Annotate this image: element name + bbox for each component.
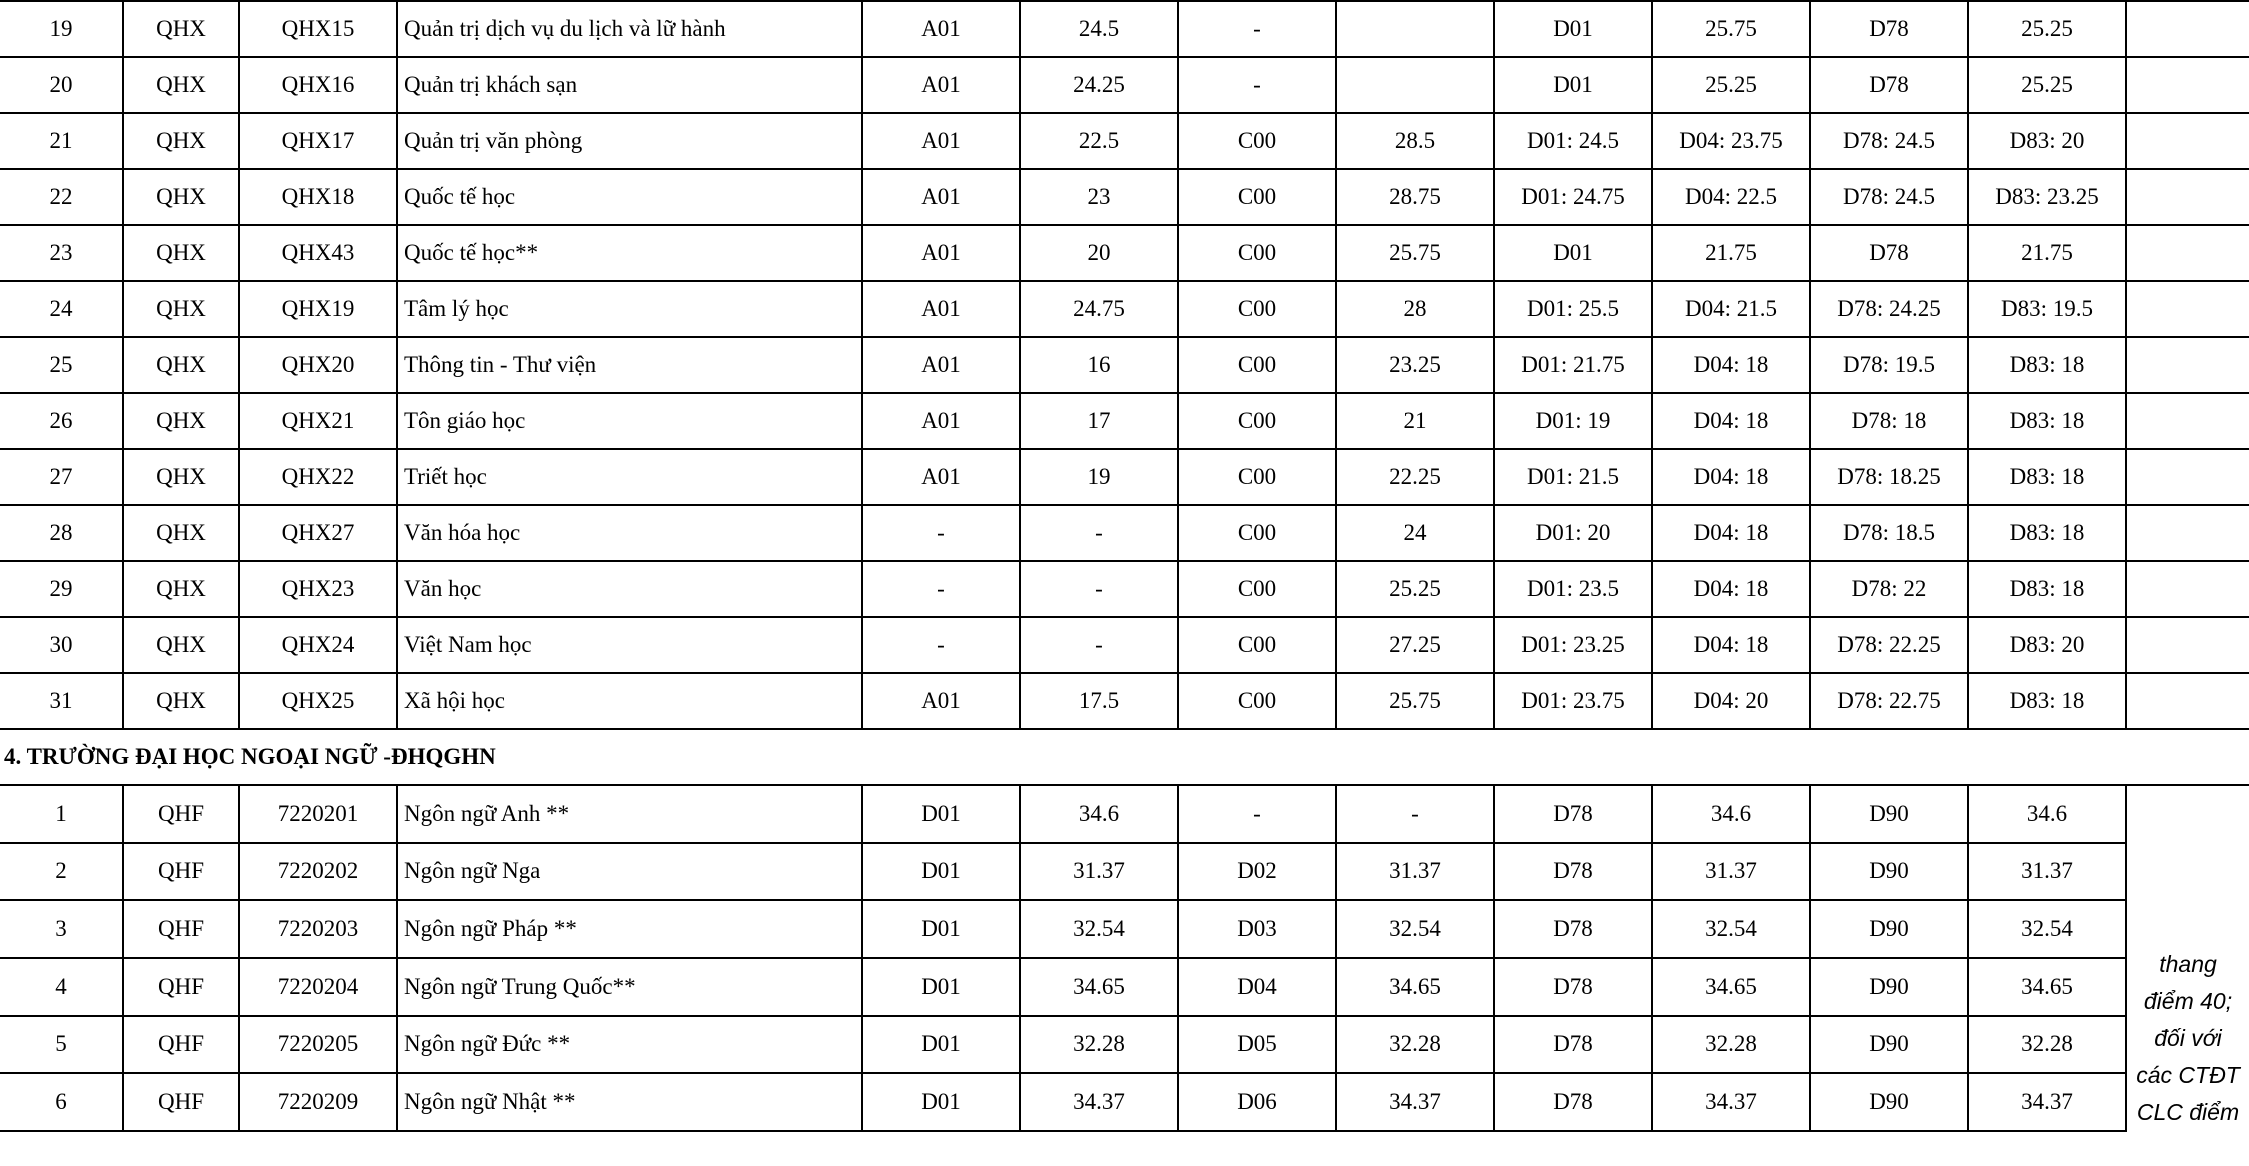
cell-combo-3: D01: 25.5 <box>1494 281 1652 337</box>
cell-score-4: 32.28 <box>1968 1016 2126 1074</box>
cell-major-name: Thông tin - Thư viện <box>397 337 862 393</box>
cell-combo-1: A01 <box>862 673 1020 729</box>
cell-score-2: 22.25 <box>1336 449 1494 505</box>
cell-score-4: D83: 20 <box>1968 113 2126 169</box>
cell-score-4: D83: 18 <box>1968 505 2126 561</box>
cell-score-3: 34.65 <box>1652 958 1810 1016</box>
cell-major-code: QHX23 <box>239 561 397 617</box>
cell-school-code: QHF <box>123 958 239 1016</box>
cell-score-2: 34.37 <box>1336 1073 1494 1131</box>
cell-combo-2: D02 <box>1178 843 1336 901</box>
cell-combo-2: C00 <box>1178 505 1336 561</box>
cell-combo-4: D78 <box>1810 57 1968 113</box>
cell-score-3: 32.28 <box>1652 1016 1810 1074</box>
table-row <box>0 393 2249 449</box>
cell-score-1: 24.25 <box>1020 57 1178 113</box>
cell-combo-1: A01 <box>862 449 1020 505</box>
cell-score-3: D04: 18 <box>1652 617 1810 673</box>
cell-score-4: 34.65 <box>1968 958 2126 1016</box>
cell-score-3: 25.25 <box>1652 57 1810 113</box>
cell-combo-2: C00 <box>1178 337 1336 393</box>
cell-combo-1: A01 <box>862 169 1020 225</box>
cell-combo-3: D78 <box>1494 1073 1652 1131</box>
cell-combo-3: D01 <box>1494 225 1652 281</box>
cell-combo-4: D78: 24.5 <box>1810 169 1968 225</box>
cell-score-2: 31.37 <box>1336 843 1494 901</box>
table-body-top <box>0 1 2249 729</box>
cell-score-1: 20 <box>1020 225 1178 281</box>
cell-combo-2: C00 <box>1178 673 1336 729</box>
cell-stt: 3 <box>0 900 123 958</box>
cell-score-3: D04: 22.5 <box>1652 169 1810 225</box>
cell-combo-3: D01: 24.5 <box>1494 113 1652 169</box>
cell-combo-3: D01: 23.25 <box>1494 617 1652 673</box>
note-line: CLC điểm <box>2136 1099 2240 1125</box>
cell-major-code: 7220201 <box>239 785 397 843</box>
cell-note <box>2126 1 2249 57</box>
cell-combo-3: D78 <box>1494 958 1652 1016</box>
cell-major-code: QHX16 <box>239 57 397 113</box>
note-line: đối với <box>2154 1025 2222 1051</box>
cell-score-2: 27.25 <box>1336 617 1494 673</box>
cell-score-3: D04: 18 <box>1652 505 1810 561</box>
cell-combo-2: C00 <box>1178 281 1336 337</box>
cell-combo-4: D78: 24.5 <box>1810 113 1968 169</box>
cell-combo-3: D78 <box>1494 900 1652 958</box>
cell-stt: 27 <box>0 449 123 505</box>
section-title: 4. TRƯỜNG ĐẠI HỌC NGOẠI NGỮ -ĐHQGHN <box>0 729 2249 785</box>
cell-score-4: 31.37 <box>1968 843 2126 901</box>
table-row <box>0 958 2249 1016</box>
table-row <box>0 57 2249 113</box>
cell-combo-1: D01 <box>862 1016 1020 1074</box>
table-row <box>0 617 2249 673</box>
cell-major-code: QHX20 <box>239 337 397 393</box>
cell-stt: 4 <box>0 958 123 1016</box>
cell-stt: 5 <box>0 1016 123 1074</box>
cell-score-4: D83: 20 <box>1968 617 2126 673</box>
cell-score-2: 25.25 <box>1336 561 1494 617</box>
cell-stt: 28 <box>0 505 123 561</box>
cell-stt: 21 <box>0 113 123 169</box>
cell-score-2: 25.75 <box>1336 225 1494 281</box>
cell-combo-4: D78: 18.5 <box>1810 505 1968 561</box>
table-row <box>0 900 2249 958</box>
cell-stt: 29 <box>0 561 123 617</box>
cell-combo-4: D90 <box>1810 843 1968 901</box>
table-row <box>0 1 2249 57</box>
table-row <box>0 505 2249 561</box>
cell-score-2: 32.54 <box>1336 900 1494 958</box>
cell-major-name: Ngôn ngữ Đức ** <box>397 1016 862 1074</box>
cell-stt: 31 <box>0 673 123 729</box>
table-row <box>0 1073 2249 1131</box>
cell-score-2: 28.5 <box>1336 113 1494 169</box>
cell-score-1: 16 <box>1020 337 1178 393</box>
table-row <box>0 281 2249 337</box>
cell-combo-4: D78 <box>1810 1 1968 57</box>
cell-combo-3: D01: 20 <box>1494 505 1652 561</box>
cell-score-1: 22.5 <box>1020 113 1178 169</box>
cell-combo-2: C00 <box>1178 113 1336 169</box>
cell-major-code: 7220204 <box>239 958 397 1016</box>
cell-score-2: 21 <box>1336 393 1494 449</box>
table-row <box>0 113 2249 169</box>
cell-score-2 <box>1336 1 1494 57</box>
cell-score-3: D04: 18 <box>1652 337 1810 393</box>
cell-major-name: Quốc tế học <box>397 169 862 225</box>
cell-combo-3: D01 <box>1494 1 1652 57</box>
cell-note <box>2126 449 2249 505</box>
cell-combo-1: D01 <box>862 958 1020 1016</box>
cell-school-code: QHF <box>123 785 239 843</box>
cell-score-4: D83: 19.5 <box>1968 281 2126 337</box>
cell-major-name: Văn hóa học <box>397 505 862 561</box>
cell-score-3: 31.37 <box>1652 843 1810 901</box>
cell-combo-1: - <box>862 561 1020 617</box>
cell-score-4: 25.25 <box>1968 1 2126 57</box>
cell-combo-4: D78: 18.25 <box>1810 449 1968 505</box>
cell-score-4: 32.54 <box>1968 900 2126 958</box>
cell-school-code: QHF <box>123 1073 239 1131</box>
cell-major-code: QHX19 <box>239 281 397 337</box>
cell-major-code: QHX18 <box>239 169 397 225</box>
cell-score-4: D83: 18 <box>1968 449 2126 505</box>
cell-major-code: QHX21 <box>239 393 397 449</box>
table-row <box>0 785 2249 843</box>
cell-combo-3: D78 <box>1494 843 1652 901</box>
cell-major-name: Việt Nam học <box>397 617 862 673</box>
cell-combo-3: D01: 24.75 <box>1494 169 1652 225</box>
cell-combo-4: D78: 22.25 <box>1810 617 1968 673</box>
cell-score-3: D04: 21.5 <box>1652 281 1810 337</box>
cell-combo-2: - <box>1178 1 1336 57</box>
cell-note <box>2126 225 2249 281</box>
cell-major-name: Ngôn ngữ Trung Quốc** <box>397 958 862 1016</box>
cell-note <box>2126 561 2249 617</box>
cell-combo-1: A01 <box>862 1 1020 57</box>
cell-note <box>2126 617 2249 673</box>
cell-stt: 6 <box>0 1073 123 1131</box>
cell-combo-3: D01 <box>1494 57 1652 113</box>
cell-score-2: 34.65 <box>1336 958 1494 1016</box>
cell-stt: 24 <box>0 281 123 337</box>
cell-combo-1: A01 <box>862 337 1020 393</box>
cell-school-code: QHX <box>123 617 239 673</box>
note-line: thang <box>2159 951 2217 977</box>
cell-score-1: 32.54 <box>1020 900 1178 958</box>
cell-score-1: - <box>1020 505 1178 561</box>
cell-school-code: QHX <box>123 337 239 393</box>
cell-score-1: 34.65 <box>1020 958 1178 1016</box>
cell-score-1: 34.6 <box>1020 785 1178 843</box>
cell-score-3: 25.75 <box>1652 1 1810 57</box>
table-row <box>0 673 2249 729</box>
cell-score-1: 23 <box>1020 169 1178 225</box>
cell-score-3: D04: 18 <box>1652 449 1810 505</box>
table-row <box>0 1016 2249 1074</box>
cell-combo-2: C00 <box>1178 393 1336 449</box>
table-body-bottom <box>0 785 2249 1131</box>
cell-major-name: Tâm lý học <box>397 281 862 337</box>
cell-major-name: Quản trị văn phòng <box>397 113 862 169</box>
cell-score-2: 28.75 <box>1336 169 1494 225</box>
cell-score-2: 32.28 <box>1336 1016 1494 1074</box>
cell-score-3: 34.6 <box>1652 785 1810 843</box>
cell-score-1: - <box>1020 617 1178 673</box>
cell-combo-1: A01 <box>862 225 1020 281</box>
cell-score-2: 25.75 <box>1336 673 1494 729</box>
cell-combo-4: D78 <box>1810 225 1968 281</box>
cell-stt: 25 <box>0 337 123 393</box>
cell-score-3: D04: 20 <box>1652 673 1810 729</box>
cell-score-1: 32.28 <box>1020 1016 1178 1074</box>
cell-major-name: Ngôn ngữ Anh ** <box>397 785 862 843</box>
cell-score-1: 17.5 <box>1020 673 1178 729</box>
cell-combo-4: D78: 22 <box>1810 561 1968 617</box>
cell-major-name: Ngôn ngữ Pháp ** <box>397 900 862 958</box>
cell-stt: 20 <box>0 57 123 113</box>
table-row <box>0 561 2249 617</box>
cell-score-4: 34.6 <box>1968 785 2126 843</box>
table-row <box>0 225 2249 281</box>
cell-note <box>2126 393 2249 449</box>
cell-score-2 <box>1336 57 1494 113</box>
table-row <box>0 169 2249 225</box>
cell-score-1: 24.5 <box>1020 1 1178 57</box>
cell-major-code: QHX25 <box>239 673 397 729</box>
cell-note <box>2126 505 2249 561</box>
cell-major-code: QHX43 <box>239 225 397 281</box>
cell-combo-1: - <box>862 617 1020 673</box>
cell-score-4: D83: 18 <box>1968 393 2126 449</box>
cell-school-code: QHX <box>123 225 239 281</box>
cell-combo-3: D01: 19 <box>1494 393 1652 449</box>
cell-score-2: 23.25 <box>1336 337 1494 393</box>
cell-note <box>2126 337 2249 393</box>
cell-score-2: 28 <box>1336 281 1494 337</box>
cell-major-code: 7220209 <box>239 1073 397 1131</box>
cell-major-code: QHX17 <box>239 113 397 169</box>
cell-combo-4: D90 <box>1810 1073 1968 1131</box>
section-header-body <box>0 729 2249 785</box>
cell-combo-2: D06 <box>1178 1073 1336 1131</box>
cell-combo-2: D03 <box>1178 900 1336 958</box>
cell-major-code: QHX24 <box>239 617 397 673</box>
cell-combo-4: D78: 24.25 <box>1810 281 1968 337</box>
cell-score-4: 34.37 <box>1968 1073 2126 1131</box>
cell-score-2: - <box>1336 785 1494 843</box>
cell-school-code: QHX <box>123 57 239 113</box>
cell-combo-2: C00 <box>1178 169 1336 225</box>
cell-combo-2: C00 <box>1178 617 1336 673</box>
note-line: các CTĐT <box>2136 1062 2240 1088</box>
cell-combo-3: D01: 21.75 <box>1494 337 1652 393</box>
cell-major-name: Ngôn ngữ Nhật ** <box>397 1073 862 1131</box>
cell-school-code: QHX <box>123 561 239 617</box>
cell-combo-2: D05 <box>1178 1016 1336 1074</box>
cell-combo-1: D01 <box>862 900 1020 958</box>
cell-combo-1: D01 <box>862 1073 1020 1131</box>
cell-combo-2: - <box>1178 57 1336 113</box>
cell-score-1: - <box>1020 561 1178 617</box>
cell-combo-1: D01 <box>862 843 1020 901</box>
cell-combo-3: D01: 23.75 <box>1494 673 1652 729</box>
cell-school-code: QHX <box>123 393 239 449</box>
cell-combo-2: C00 <box>1178 225 1336 281</box>
cell-school-code: QHX <box>123 449 239 505</box>
cell-combo-3: D01: 21.5 <box>1494 449 1652 505</box>
cell-combo-3: D01: 23.5 <box>1494 561 1652 617</box>
cell-major-name: Quản trị khách sạn <box>397 57 862 113</box>
cell-score-1: 34.37 <box>1020 1073 1178 1131</box>
cell-combo-1: A01 <box>862 57 1020 113</box>
cell-combo-1: - <box>862 505 1020 561</box>
cell-score-1: 24.75 <box>1020 281 1178 337</box>
cell-combo-4: D90 <box>1810 958 1968 1016</box>
cell-major-name: Văn học <box>397 561 862 617</box>
cell-major-code: QHX22 <box>239 449 397 505</box>
table-row <box>0 337 2249 393</box>
cell-score-4: 21.75 <box>1968 225 2126 281</box>
cell-stt: 19 <box>0 1 123 57</box>
cell-note <box>2126 57 2249 113</box>
cell-score-4: D83: 18 <box>1968 561 2126 617</box>
cell-score-1: 31.37 <box>1020 843 1178 901</box>
cell-major-code: 7220202 <box>239 843 397 901</box>
cell-score-3: 21.75 <box>1652 225 1810 281</box>
cell-combo-1: A01 <box>862 113 1020 169</box>
cell-major-name: Xã hội học <box>397 673 862 729</box>
table-row <box>0 449 2249 505</box>
cell-stt: 26 <box>0 393 123 449</box>
cell-combo-1: A01 <box>862 393 1020 449</box>
cell-combo-3: D78 <box>1494 1016 1652 1074</box>
cell-school-code: QHX <box>123 281 239 337</box>
cell-major-name: Triết học <box>397 449 862 505</box>
cell-combo-1: D01 <box>862 785 1020 843</box>
cell-major-name: Quản trị dịch vụ du lịch và lữ hành <box>397 1 862 57</box>
cell-combo-4: D78: 18 <box>1810 393 1968 449</box>
cell-note <box>2126 169 2249 225</box>
cell-score-2: 24 <box>1336 505 1494 561</box>
cell-school-code: QHF <box>123 1016 239 1074</box>
section-header-row <box>0 729 2249 785</box>
cell-score-4: D83: 23.25 <box>1968 169 2126 225</box>
cell-major-name: Ngôn ngữ Nga <box>397 843 862 901</box>
cell-combo-2: D04 <box>1178 958 1336 1016</box>
cell-school-code: QHX <box>123 505 239 561</box>
cell-school-code: QHX <box>123 1 239 57</box>
cell-note-merged <box>2126 785 2249 1131</box>
cell-combo-2: C00 <box>1178 561 1336 617</box>
cell-combo-2: - <box>1178 785 1336 843</box>
cell-score-1: 17 <box>1020 393 1178 449</box>
cell-stt: 23 <box>0 225 123 281</box>
cell-stt: 22 <box>0 169 123 225</box>
cell-school-code: QHX <box>123 673 239 729</box>
cell-school-code: QHX <box>123 113 239 169</box>
cell-score-1: 19 <box>1020 449 1178 505</box>
cell-note <box>2126 281 2249 337</box>
cell-note <box>2126 673 2249 729</box>
cell-major-name: Quốc tế học** <box>397 225 862 281</box>
table-row <box>0 843 2249 901</box>
cell-score-4: D83: 18 <box>1968 337 2126 393</box>
note-line: điểm 40; <box>2143 988 2233 1014</box>
cell-combo-3: D78 <box>1494 785 1652 843</box>
cell-score-4: D83: 18 <box>1968 673 2126 729</box>
cell-major-code: QHX15 <box>239 1 397 57</box>
cell-combo-1: A01 <box>862 281 1020 337</box>
cell-major-code: QHX27 <box>239 505 397 561</box>
cell-combo-4: D90 <box>1810 785 1968 843</box>
cell-major-name: Tôn giáo học <box>397 393 862 449</box>
cell-score-4: 25.25 <box>1968 57 2126 113</box>
cell-school-code: QHF <box>123 843 239 901</box>
cell-major-code: 7220203 <box>239 900 397 958</box>
cell-score-3: D04: 18 <box>1652 393 1810 449</box>
cell-stt: 1 <box>0 785 123 843</box>
cell-school-code: QHX <box>123 169 239 225</box>
cell-major-code: 7220205 <box>239 1016 397 1074</box>
cell-stt: 2 <box>0 843 123 901</box>
cell-score-3: 34.37 <box>1652 1073 1810 1131</box>
cell-combo-4: D78: 22.75 <box>1810 673 1968 729</box>
cell-combo-4: D90 <box>1810 1016 1968 1074</box>
cell-score-3: D04: 23.75 <box>1652 113 1810 169</box>
cell-combo-4: D90 <box>1810 900 1968 958</box>
cell-note <box>2126 113 2249 169</box>
cell-stt: 30 <box>0 617 123 673</box>
cell-combo-4: D78: 19.5 <box>1810 337 1968 393</box>
cell-score-3: 32.54 <box>1652 900 1810 958</box>
cell-combo-2: C00 <box>1178 449 1336 505</box>
cell-school-code: QHF <box>123 900 239 958</box>
cell-score-3: D04: 18 <box>1652 561 1810 617</box>
